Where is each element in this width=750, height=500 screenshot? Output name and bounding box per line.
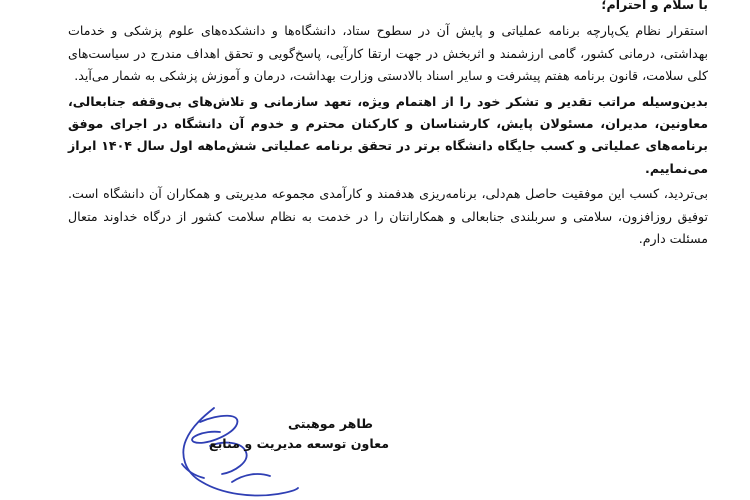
signatory-name: طاهر موهبتی xyxy=(288,416,373,431)
salutation: با سلام و احترام؛ xyxy=(601,0,708,12)
paragraph-appreciation: بدین‌وسیله مراتب تقدیر و تشکر خود را از اهتمام ویژه، تعهد سازمانی و تلاش‌های بی‌وقفه جنابعالی، معاونین، مدیران، مسئولان پایش، کارشناسان و کارکنان محترم و خدوم آن دانشگاه در اجرای موفق برنامه‌های عملیاتی و کسب جایگاه دانشگاه برتر در تحقق برنامه عملیاتی شش‌ماهه اول سال ۱۴۰۴ ابراز می‌نماییم. xyxy=(68,93,708,176)
paragraph-intro: استقرار نظام یک‌پارچه برنامه عملیاتی و پایش آن در سطوح ستاد، دانشگاه‌ها و دانشکده‌های علوم پزشکی و خدمات بهداشتی، درمانی کشور، گامی ارزشمند و اثربخش در جهت ارتقا کارآیی، پاسخ‌گویی و تحقق اهداف مندرج در سیاست‌های کلی سلامت، قانون برنامه هفتم پیشرفت و سایر اسناد بالادستی وزارت بهداشت، درمان و آموزش پزشکی به شمار می‌آید. xyxy=(68,23,708,84)
signature-block xyxy=(208,414,389,454)
signatory-title: معاون توسعه مدیریت و منابع xyxy=(208,436,389,451)
paragraph-closing: بی‌تردید، کسب این موفقیت حاصل هم‌دلی، برنامه‌ریزی هدفمند و کارآمدی مجموعه مدیریتی و همکاران آن دانشگاه است. توفیق روزافزون، سلامتی و سربلندی جنابعالی و همکارانتان را در خدمت به نظام سلامت کشور از درگاه خداوند متعال مسئلت دارم. xyxy=(68,186,708,247)
letter-body xyxy=(68,0,708,251)
